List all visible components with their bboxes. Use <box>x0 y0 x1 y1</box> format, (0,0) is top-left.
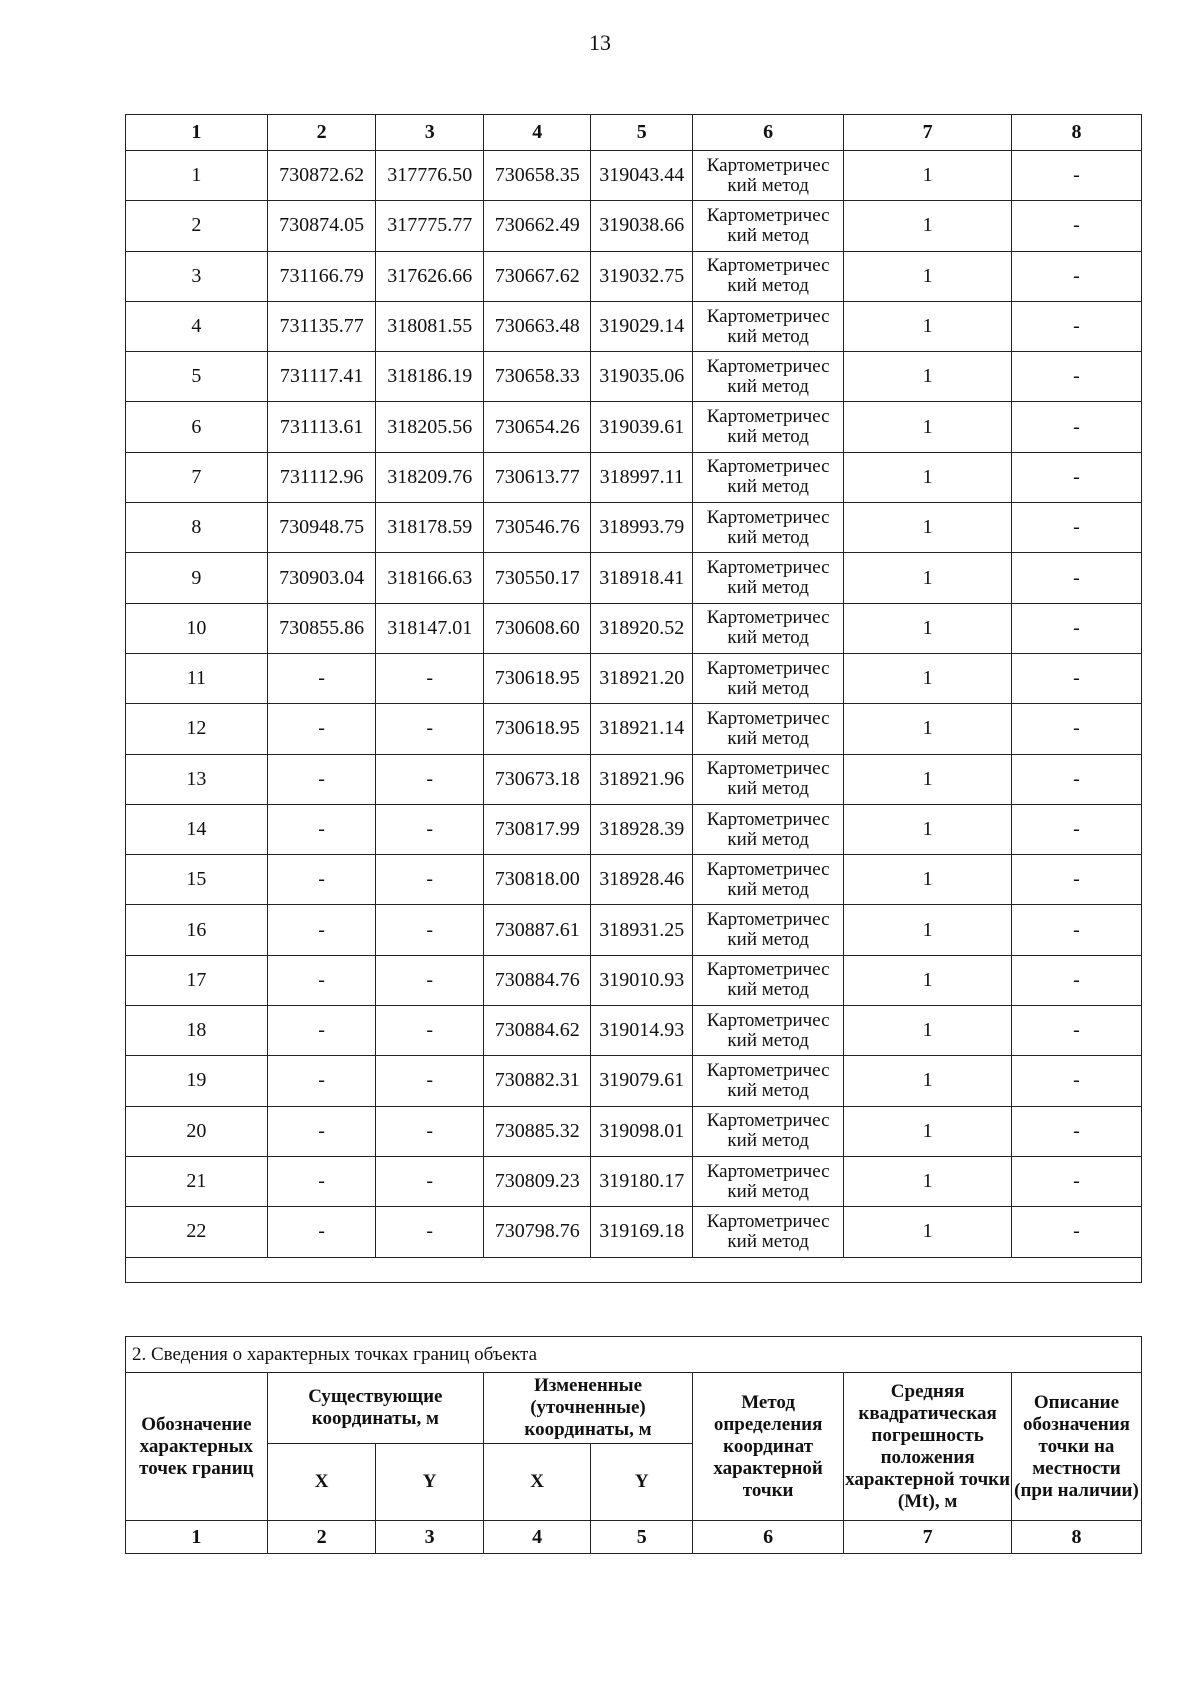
table-cell: 12 <box>126 704 268 754</box>
table-cell: 730608.60 <box>483 603 591 653</box>
table-row <box>126 603 1142 653</box>
column-number: 4 <box>483 1521 591 1554</box>
table-cell: 11 <box>126 653 268 703</box>
table-cell: 19 <box>126 1056 268 1106</box>
table-row <box>126 151 1142 201</box>
table-cell: - <box>376 754 484 804</box>
table-row <box>126 503 1142 553</box>
table-cell: - <box>376 1056 484 1106</box>
table-cell: 9 <box>126 553 268 603</box>
table-cell: 13 <box>126 754 268 804</box>
table-cell: - <box>376 855 484 905</box>
header-cell: 3 <box>376 115 484 151</box>
table-cell: - <box>1012 1056 1142 1106</box>
table-cell: Картометричес кий метод <box>693 1056 844 1106</box>
table-cell: - <box>1012 251 1142 301</box>
table-row <box>126 704 1142 754</box>
table-cell: - <box>267 855 376 905</box>
table-cell: 1 <box>844 1106 1012 1156</box>
table-cell: 319169.18 <box>591 1207 693 1257</box>
x-header: X <box>267 1444 376 1521</box>
header-row <box>126 115 1142 151</box>
table-cell: 730658.35 <box>483 151 591 201</box>
table-cell: 318921.14 <box>591 704 693 754</box>
y-header: Y <box>591 1444 693 1521</box>
table-cell: 731113.61 <box>267 402 376 452</box>
table-cell: 319035.06 <box>591 352 693 402</box>
table-cell: 1 <box>844 905 1012 955</box>
table-cell: 730654.26 <box>483 402 591 452</box>
section-title: 2. Сведения о характерных точках границ объекта <box>126 1337 1142 1373</box>
table-cell: - <box>376 1156 484 1206</box>
table-cell: 319038.66 <box>591 201 693 251</box>
table-cell: 318147.01 <box>376 603 484 653</box>
table-cell: 1 <box>844 955 1012 1005</box>
table-cell: 318209.76 <box>376 452 484 502</box>
table-cell: - <box>1012 603 1142 653</box>
table-cell: Картометричес кий метод <box>693 905 844 955</box>
header-cell: 6 <box>693 115 844 151</box>
table-cell: 730550.17 <box>483 553 591 603</box>
table-cell: - <box>1012 1106 1142 1156</box>
header-cell: 2 <box>267 115 376 151</box>
table-row <box>126 804 1142 854</box>
table-cell: - <box>1012 653 1142 703</box>
table-row <box>126 1006 1142 1056</box>
table-cell: - <box>267 955 376 1005</box>
table-cell: 730546.76 <box>483 503 591 553</box>
table-cell: - <box>376 1006 484 1056</box>
table-cell: 2 <box>126 201 268 251</box>
table-cell: 3 <box>126 251 268 301</box>
table-cell: - <box>267 1006 376 1056</box>
table-cell: 1 <box>844 1207 1012 1257</box>
table-cell: 318081.55 <box>376 301 484 351</box>
table-cell: 318928.46 <box>591 855 693 905</box>
header-cell: 5 <box>591 115 693 151</box>
table-cell: 1 <box>844 251 1012 301</box>
table-cell: - <box>1012 1006 1142 1056</box>
table-row <box>126 905 1142 955</box>
table-row <box>126 653 1142 703</box>
coordinates-table <box>125 114 1142 1283</box>
table-cell: 319014.93 <box>591 1006 693 1056</box>
col-changed-header: Измененные (уточненные) координаты, м <box>483 1373 692 1444</box>
table-cell: 730948.75 <box>267 503 376 553</box>
table-cell: Картометричес кий метод <box>693 1106 844 1156</box>
table-cell: 730658.33 <box>483 352 591 402</box>
table-cell: 730855.86 <box>267 603 376 653</box>
table-cell: 318920.52 <box>591 603 693 653</box>
table-cell: - <box>1012 704 1142 754</box>
table-cell: Картометричес кий метод <box>693 754 844 804</box>
table-row <box>126 1207 1142 1257</box>
table-cell: 318921.20 <box>591 653 693 703</box>
column-number: 7 <box>844 1521 1012 1554</box>
table-cell: 5 <box>126 352 268 402</box>
table-cell: 730667.62 <box>483 251 591 301</box>
table-row <box>126 1156 1142 1206</box>
table-cell: - <box>267 1156 376 1206</box>
table-cell: Картометричес кий метод <box>693 452 844 502</box>
table-cell: Картометричес кий метод <box>693 955 844 1005</box>
table-cell: 1 <box>844 402 1012 452</box>
table-cell: 1 <box>844 704 1012 754</box>
table-cell: 318166.63 <box>376 553 484 603</box>
table-cell: 318918.41 <box>591 553 693 603</box>
table-cell: - <box>376 704 484 754</box>
column-number: 6 <box>693 1521 844 1554</box>
table-cell: - <box>1012 201 1142 251</box>
col-description-header: Описание обозначения точки на местности (при наличии) <box>1011 1373 1141 1521</box>
table-cell: 318993.79 <box>591 503 693 553</box>
table-cell: 731112.96 <box>267 452 376 502</box>
table-cell: - <box>267 804 376 854</box>
col-designation-header: Обозначение характерных точек границ <box>126 1373 268 1521</box>
table-cell: - <box>267 905 376 955</box>
table-cell: Картометричес кий метод <box>693 402 844 452</box>
table-cell: 318186.19 <box>376 352 484 402</box>
x-header: X <box>483 1444 591 1521</box>
column-number: 2 <box>267 1521 376 1554</box>
table-row <box>126 301 1142 351</box>
table-cell: - <box>1012 151 1142 201</box>
table-cell: - <box>1012 301 1142 351</box>
table-cell: 730872.62 <box>267 151 376 201</box>
table-row <box>126 754 1142 804</box>
boundary-points-table <box>125 1336 1142 1554</box>
table-cell: 319010.93 <box>591 955 693 1005</box>
table-cell: 731135.77 <box>267 301 376 351</box>
table-cell: 730884.62 <box>483 1006 591 1056</box>
table-cell: 730874.05 <box>267 201 376 251</box>
column-number: 3 <box>376 1521 484 1554</box>
table-cell: - <box>376 1207 484 1257</box>
table-row <box>126 452 1142 502</box>
table-cell: 1 <box>844 1006 1012 1056</box>
table-cell: - <box>1012 402 1142 452</box>
table-cell: 1 <box>844 301 1012 351</box>
table-cell: 317776.50 <box>376 151 484 201</box>
table-cell: 730662.49 <box>483 201 591 251</box>
table-cell: Картометричес кий метод <box>693 804 844 854</box>
table-cell: 730885.32 <box>483 1106 591 1156</box>
table-cell: 1 <box>844 1156 1012 1206</box>
table-cell: 21 <box>126 1156 268 1206</box>
table-cell: 317775.77 <box>376 201 484 251</box>
table-cell: 318921.96 <box>591 754 693 804</box>
table-cell: 730884.76 <box>483 955 591 1005</box>
header-cell: 7 <box>844 115 1012 151</box>
y-header: Y <box>376 1444 484 1521</box>
table-cell: 730618.95 <box>483 653 591 703</box>
table-row <box>126 201 1142 251</box>
table-cell: 731166.79 <box>267 251 376 301</box>
table-cell: Картометричес кий метод <box>693 201 844 251</box>
table-cell: Картометричес кий метод <box>693 503 844 553</box>
empty-cell <box>126 1257 1142 1282</box>
table-cell: 1 <box>844 452 1012 502</box>
table-row <box>126 855 1142 905</box>
table-cell: 730613.77 <box>483 452 591 502</box>
table-cell: 1 <box>844 352 1012 402</box>
table-cell: 319098.01 <box>591 1106 693 1156</box>
table-cell: Картометричес кий метод <box>693 1207 844 1257</box>
table-cell: - <box>267 754 376 804</box>
table-cell: 317626.66 <box>376 251 484 301</box>
table-cell: 319043.44 <box>591 151 693 201</box>
table-row <box>126 1056 1142 1106</box>
table-cell: 1 <box>844 1056 1012 1106</box>
table-cell: 1 <box>844 503 1012 553</box>
table-cell: 14 <box>126 804 268 854</box>
table-cell: Картометричес кий метод <box>693 855 844 905</box>
table-cell: 318205.56 <box>376 402 484 452</box>
table-cell: 8 <box>126 503 268 553</box>
table-cell: 730809.23 <box>483 1156 591 1206</box>
column-number: 1 <box>126 1521 268 1554</box>
table-cell: - <box>1012 352 1142 402</box>
table-cell: - <box>1012 553 1142 603</box>
table-cell: - <box>267 704 376 754</box>
table-cell: - <box>1012 855 1142 905</box>
table-cell: - <box>267 1056 376 1106</box>
table-row <box>126 553 1142 603</box>
table-cell: - <box>376 1106 484 1156</box>
table-cell: 730882.31 <box>483 1056 591 1106</box>
column-number: 8 <box>1011 1521 1141 1554</box>
table-cell: 319039.61 <box>591 402 693 452</box>
table-cell: Картометричес кий метод <box>693 1006 844 1056</box>
table-cell: 4 <box>126 301 268 351</box>
table-cell: - <box>1012 955 1142 1005</box>
table-cell: Картометричес кий метод <box>693 553 844 603</box>
table-cell: 730818.00 <box>483 855 591 905</box>
table-cell: 18 <box>126 1006 268 1056</box>
table-cell: 1 <box>844 754 1012 804</box>
table-row <box>126 352 1142 402</box>
table-cell: 16 <box>126 905 268 955</box>
col-error-header: Средняя квадратическая погрешность положения характерной точки (Mt), м <box>844 1373 1012 1521</box>
table-cell: - <box>267 1207 376 1257</box>
table-cell: Картометричес кий метод <box>693 352 844 402</box>
table-cell: 730817.99 <box>483 804 591 854</box>
table-row <box>126 402 1142 452</box>
table-cell: - <box>376 955 484 1005</box>
table-cell: 6 <box>126 402 268 452</box>
table-cell: 17 <box>126 955 268 1005</box>
table-cell: Картометричес кий метод <box>693 1156 844 1206</box>
table-cell: 318928.39 <box>591 804 693 854</box>
table-cell: 22 <box>126 1207 268 1257</box>
table-cell: 1 <box>844 855 1012 905</box>
table-cell: 319180.17 <box>591 1156 693 1206</box>
table-cell: 730673.18 <box>483 754 591 804</box>
table-cell: 7 <box>126 452 268 502</box>
table-cell: 1 <box>844 201 1012 251</box>
table-cell: - <box>376 905 484 955</box>
table-cell: - <box>1012 804 1142 854</box>
table-cell: Картометричес кий метод <box>693 151 844 201</box>
table-cell: Картометричес кий метод <box>693 653 844 703</box>
column-number-row <box>126 1521 1142 1554</box>
table-cell: 1 <box>844 553 1012 603</box>
table-cell: - <box>1012 452 1142 502</box>
table-cell: 10 <box>126 603 268 653</box>
table-cell: - <box>376 653 484 703</box>
col-method-header: Метод определения координат характерной точки <box>693 1373 844 1521</box>
table-cell: 1 <box>844 804 1012 854</box>
table-cell: 319029.14 <box>591 301 693 351</box>
table-cell: 319079.61 <box>591 1056 693 1106</box>
table-cell: 1 <box>844 653 1012 703</box>
table-cell: - <box>1012 1156 1142 1206</box>
table-cell: - <box>1012 503 1142 553</box>
table-cell: - <box>267 653 376 703</box>
empty-row <box>126 1257 1142 1282</box>
table-row <box>126 955 1142 1005</box>
table-cell: 730903.04 <box>267 553 376 603</box>
table-cell: Картометричес кий метод <box>693 251 844 301</box>
table-cell: 1 <box>844 603 1012 653</box>
table-cell: 731117.41 <box>267 352 376 402</box>
table-cell: Картометричес кий метод <box>693 603 844 653</box>
table-cell: 15 <box>126 855 268 905</box>
header-cell: 8 <box>1012 115 1142 151</box>
table-cell: - <box>267 1106 376 1156</box>
table-row <box>126 251 1142 301</box>
table-cell: - <box>1012 1207 1142 1257</box>
table-cell: - <box>376 804 484 854</box>
page-number: 13 <box>589 30 611 55</box>
table-cell: 319032.75 <box>591 251 693 301</box>
column-number: 5 <box>591 1521 693 1554</box>
table-cell: 730618.95 <box>483 704 591 754</box>
table-cell: 318178.59 <box>376 503 484 553</box>
table-cell: 20 <box>126 1106 268 1156</box>
table-cell: 1 <box>844 151 1012 201</box>
header-cell: 1 <box>126 115 268 151</box>
table-cell: 318931.25 <box>591 905 693 955</box>
table-row <box>126 1106 1142 1156</box>
table-cell: Картометричес кий метод <box>693 704 844 754</box>
table-cell: 730663.48 <box>483 301 591 351</box>
table-cell: 318997.11 <box>591 452 693 502</box>
header-cell: 4 <box>483 115 591 151</box>
table-cell: 730798.76 <box>483 1207 591 1257</box>
table-cell: - <box>1012 754 1142 804</box>
table-cell: 1 <box>126 151 268 201</box>
table-cell: Картометричес кий метод <box>693 301 844 351</box>
table-cell: - <box>1012 905 1142 955</box>
table-cell: 730887.61 <box>483 905 591 955</box>
col-existing-header: Существующие координаты, м <box>267 1373 483 1444</box>
